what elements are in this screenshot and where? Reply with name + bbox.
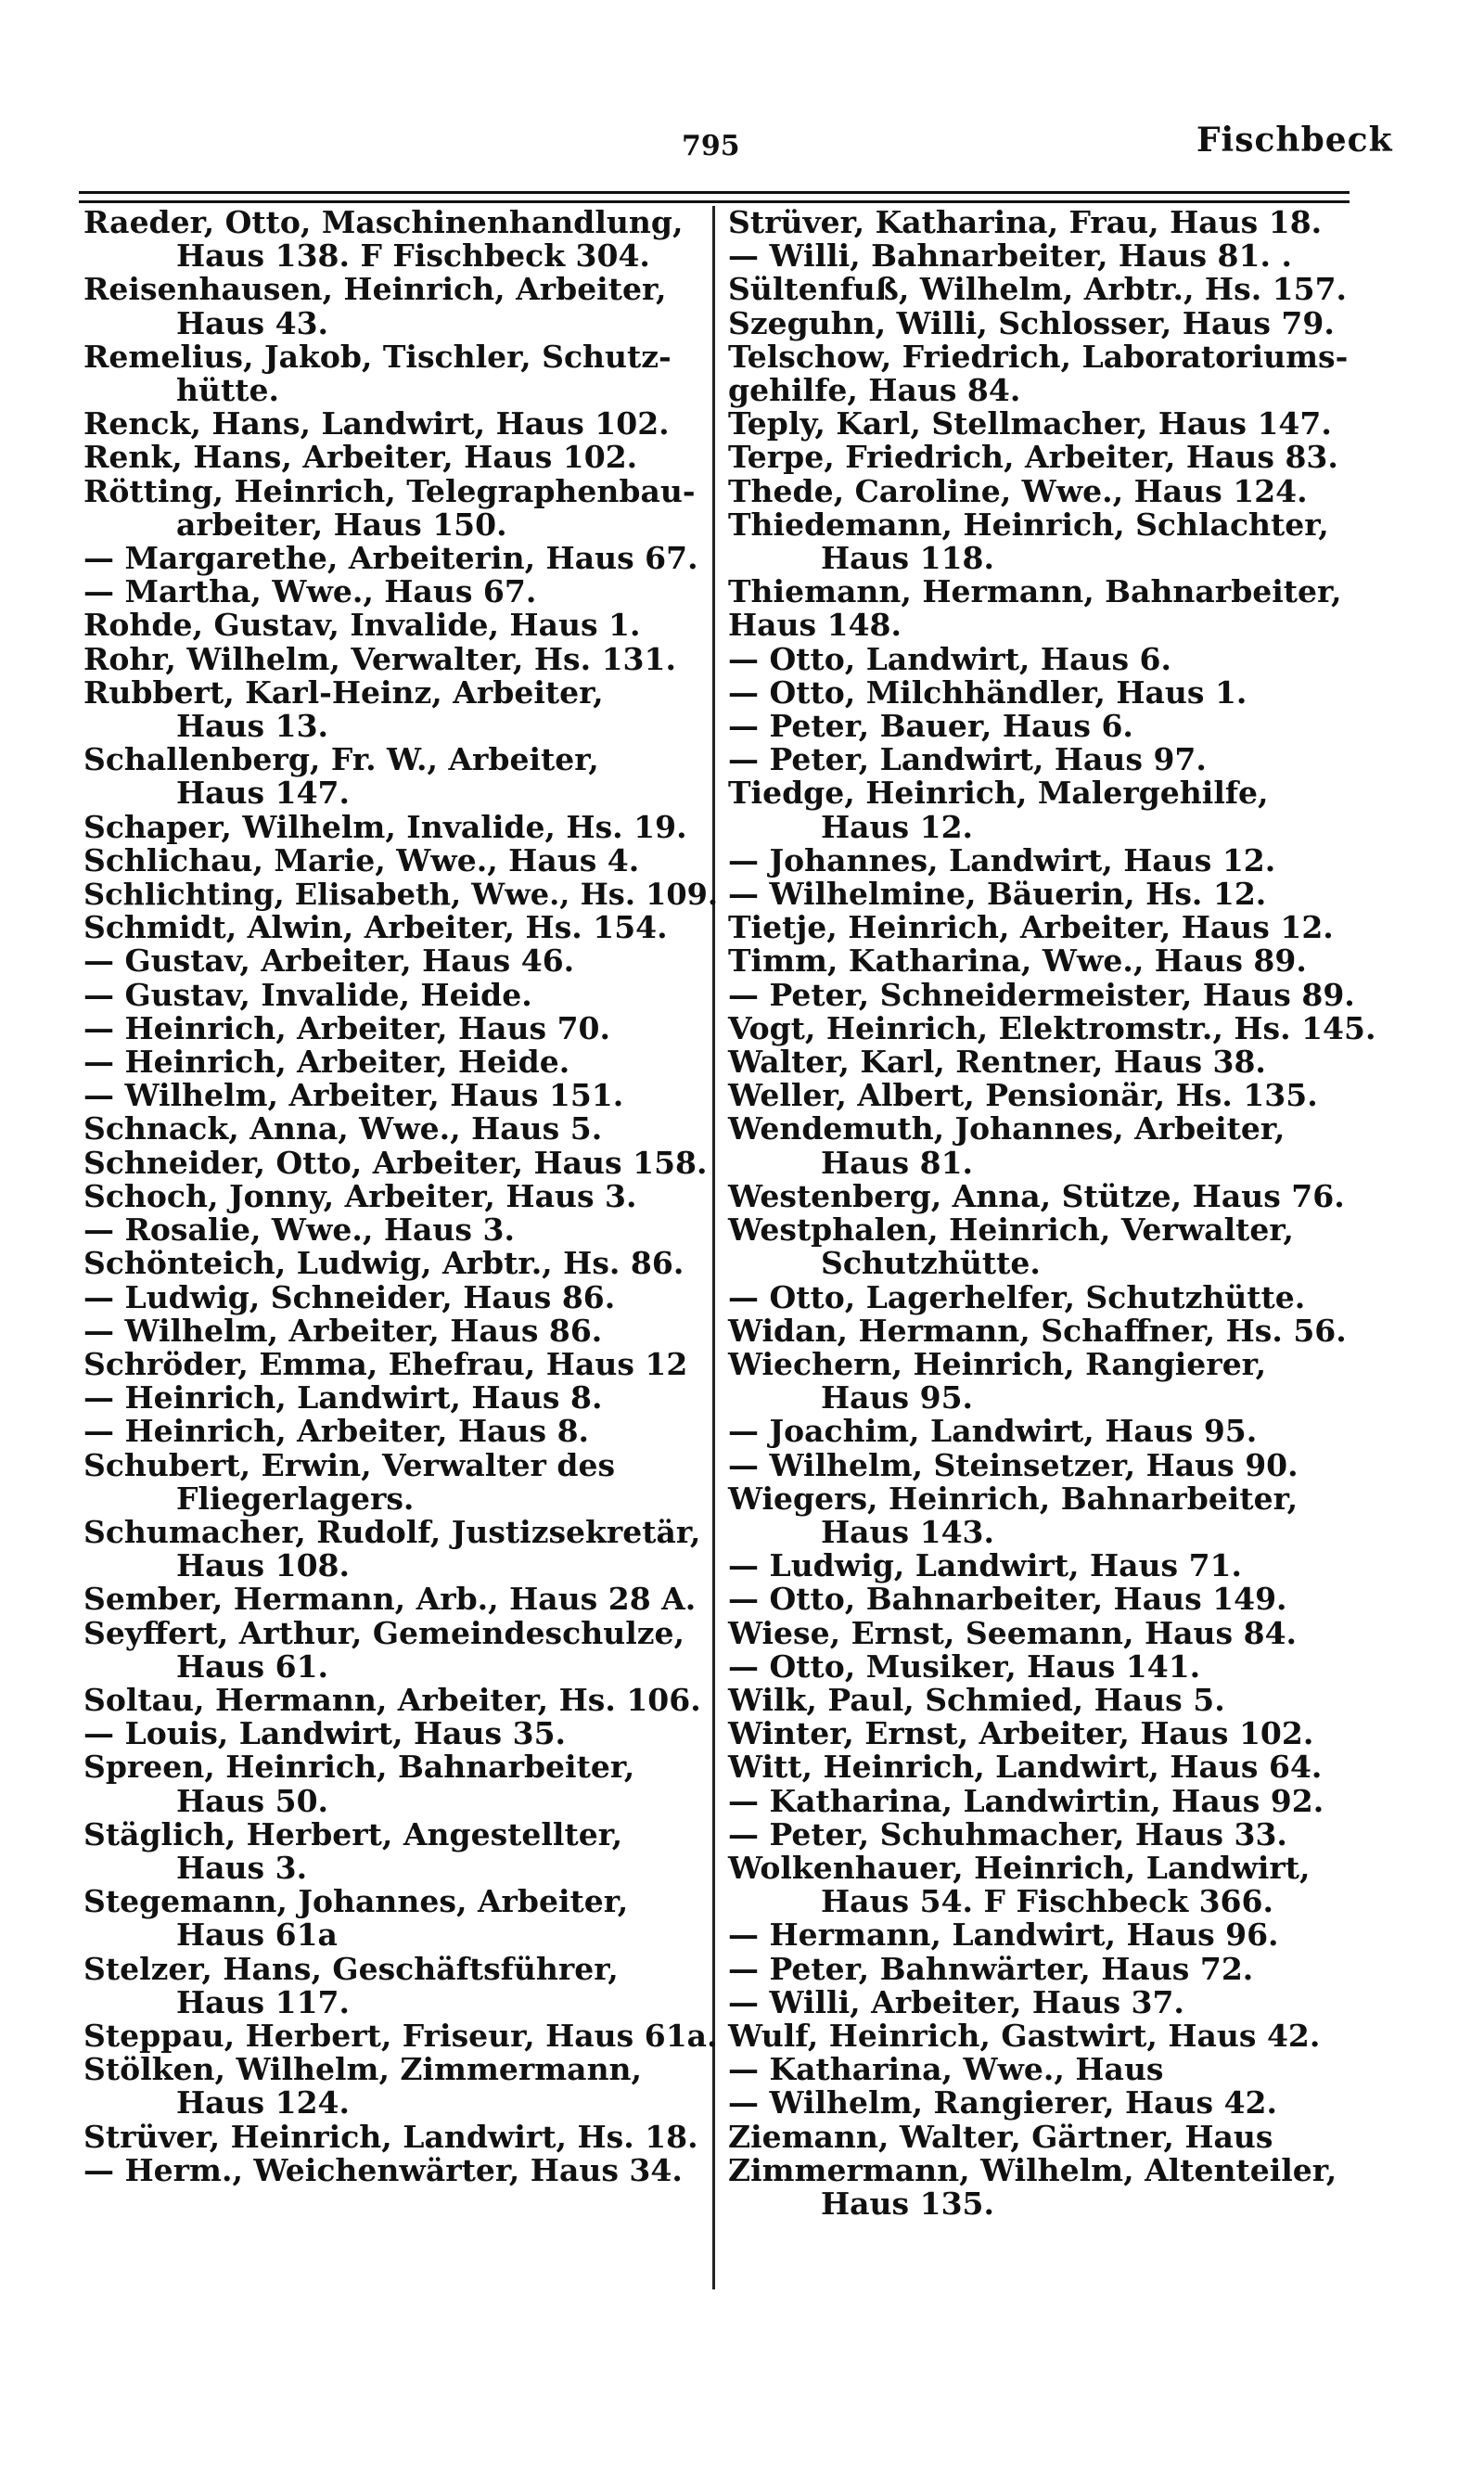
left-column: [83, 206, 723, 2187]
directory-entry-line: — Peter, Bauer, Haus 6.: [728, 708, 1133, 745]
directory-entry-line: Zimmermann, Wilhelm, Altenteiler,: [728, 2151, 1337, 2188]
header-rule-top: [79, 191, 1350, 194]
directory-entry-line: — Wilhelm, Rangierer, Haus 42.: [728, 2084, 1278, 2121]
directory-entry-line: — Margarethe, Arbeiterin, Haus 67.: [83, 540, 698, 577]
directory-entry-line: — Gustav, Arbeiter, Haus 46.: [83, 942, 575, 980]
directory-entry-line: arbeiter, Haus 150.: [176, 506, 507, 543]
directory-entry-line: — Peter, Schuhmacher, Haus 33.: [728, 1815, 1287, 1852]
directory-entry-line: Walter, Karl, Rentner, Haus 38.: [728, 1044, 1266, 1081]
directory-entry-line: — Gustav, Invalide, Heide.: [83, 976, 532, 1013]
directory-entry-line: — Wilhelm, Arbeiter, Haus 151.: [83, 1077, 624, 1114]
directory-entry-line: Haus 3.: [176, 1849, 308, 1886]
directory-entry-line: gehilfe, Haus 84.: [728, 372, 1021, 409]
directory-entry-line: Schutzhütte.: [821, 1245, 1041, 1282]
directory-entry-line: Reisenhausen, Heinrich, Arbeiter,: [83, 271, 667, 308]
directory-entry-line: — Louis, Landwirt, Haus 35.: [83, 1715, 567, 1752]
directory-entry-line: Stäglich, Herbert, Angestellter,: [83, 1815, 623, 1852]
directory-entry-line: — Wilhelmine, Bäuerin, Hs. 12.: [728, 876, 1267, 913]
directory-entry-line: Haus 61a: [176, 1916, 338, 1954]
directory-entry-line: — Herm., Weichenwärter, Haus 34.: [83, 2151, 683, 2188]
directory-entry-line: Haus 135.: [821, 2185, 994, 2222]
directory-entry-line: Wulf, Heinrich, Gastwirt, Haus 42.: [728, 2017, 1321, 2054]
directory-entry-line: Schröder, Emma, Ehefrau, Haus 12: [83, 1345, 688, 1382]
directory-entry-line: Haus 143.: [821, 1513, 994, 1550]
directory-entry-line: Rötting, Heinrich, Telegraphenbau-: [83, 472, 696, 509]
directory-entry-line: Haus 138. F Fischbeck 304.: [176, 237, 650, 275]
directory-entry-line: Haus 147.: [176, 775, 350, 812]
directory-entry-line: Rohr, Wilhelm, Verwalter, Hs. 131.: [83, 640, 676, 677]
directory-entry-line: Winter, Ernst, Arbeiter, Haus 102.: [728, 1715, 1314, 1752]
directory-entry-line: — Rosalie, Wwe., Haus 3.: [83, 1211, 515, 1249]
right-column: [728, 206, 1414, 2221]
directory-entry-line: — Otto, Landwirt, Haus 6.: [728, 640, 1171, 677]
directory-entry-line: Stelzer, Hans, Geschäftsführer,: [83, 1950, 619, 1987]
directory-entry-line: Strüver, Heinrich, Landwirt, Hs. 18.: [83, 2118, 698, 2155]
directory-entry-line: Haus 13.: [176, 708, 329, 745]
directory-entry-line: — Heinrich, Landwirt, Haus 8.: [83, 1379, 603, 1416]
directory-entry-line: Schönteich, Ludwig, Arbtr., Hs. 86.: [83, 1245, 684, 1282]
directory-entry-line: — Wilhelm, Arbeiter, Haus 86.: [83, 1312, 603, 1349]
directory-entry-line: Szeguhn, Willi, Schlosser, Haus 79.: [728, 304, 1335, 341]
directory-entry-line: Wendemuth, Johannes, Arbeiter,: [728, 1110, 1286, 1147]
directory-entry-line: Stegemann, Johannes, Arbeiter,: [83, 1883, 629, 1920]
directory-entry-line: Renk, Hans, Arbeiter, Haus 102.: [83, 439, 638, 476]
directory-entry-line: Haus 124.: [176, 2084, 350, 2121]
directory-entry-line: — Otto, Bahnarbeiter, Haus 149.: [728, 1581, 1287, 1618]
directory-entry-line: Haus 43.: [176, 304, 329, 341]
directory-entry-line: — Katharina, Landwirtin, Haus 92.: [728, 1782, 1324, 1819]
page-number: 795: [682, 130, 740, 162]
directory-entry-line: Strüver, Katharina, Frau, Haus 18.: [728, 204, 1323, 240]
directory-entry-line: Weller, Albert, Pensionär, Hs. 135.: [728, 1077, 1318, 1114]
directory-entry-line: — Peter, Landwirt, Haus 97.: [728, 741, 1207, 778]
directory-entry-line: Thede, Caroline, Wwe., Haus 124.: [728, 472, 1308, 509]
directory-entry-line: Haus 54. F Fischbeck 366.: [821, 1883, 1273, 1920]
directory-entry-line: Haus 108.: [176, 1547, 350, 1584]
directory-entry-line: hütte.: [176, 372, 279, 409]
directory-entry-line: Thiemann, Hermann, Bahnarbeiter,: [728, 573, 1342, 610]
directory-entry-line: Haus 95.: [821, 1379, 974, 1416]
directory-entry-line: Schlichting, Elisabeth, Wwe., Hs. 109.: [83, 877, 719, 913]
directory-entry-line: Teply, Karl, Stellmacher, Haus 147.: [728, 405, 1332, 442]
directory-entry-line: Schubert, Erwin, Verwalter des: [83, 1446, 616, 1483]
directory-entry-line: Haus 117.: [176, 1983, 350, 2020]
directory-entry-line: — Martha, Wwe., Haus 67.: [83, 573, 537, 610]
directory-entry-line: Steppau, Herbert, Friseur, Haus 61a.: [83, 2017, 718, 2054]
directory-entry-line: — Heinrich, Arbeiter, Haus 8.: [83, 1413, 590, 1450]
directory-entry-line: Wolkenhauer, Heinrich, Landwirt,: [728, 1849, 1311, 1886]
directory-entry-line: Remelius, Jakob, Tischler, Schutz-: [83, 338, 672, 375]
header-rule-bottom: [79, 200, 1350, 203]
directory-entry-line: — Johannes, Landwirt, Haus 12.: [728, 841, 1276, 878]
directory-entry-line: Schaper, Wilhelm, Invalide, Hs. 19.: [83, 808, 687, 845]
directory-entry-line: Wiegers, Heinrich, Bahnarbeiter,: [728, 1480, 1298, 1517]
directory-entry-line: — Otto, Lagerhelfer, Schutzhütte.: [728, 1278, 1306, 1315]
directory-entry-line: Schmidt, Alwin, Arbeiter, Hs. 154.: [83, 909, 668, 946]
directory-entry-line: Schallenberg, Fr. W., Arbeiter,: [83, 741, 599, 778]
directory-entry-line: Haus 61.: [176, 1647, 329, 1685]
directory-entry-line: Schlichau, Marie, Wwe., Haus 4.: [83, 841, 640, 878]
directory-entry-line: Haus 12.: [821, 808, 974, 845]
directory-entry-line: Schoch, Jonny, Arbeiter, Haus 3.: [83, 1177, 637, 1214]
directory-entry-line: Haus 118.: [821, 540, 994, 577]
directory-entry-line: Wiese, Ernst, Seemann, Haus 84.: [728, 1614, 1298, 1651]
directory-entry-line: — Ludwig, Landwirt, Haus 71.: [728, 1547, 1242, 1584]
directory-entry-line: Tietje, Heinrich, Arbeiter, Haus 12.: [728, 909, 1334, 946]
directory-entry-line: — Heinrich, Arbeiter, Heide.: [83, 1044, 570, 1081]
directory-entry-line: — Willi, Arbeiter, Haus 37.: [728, 1983, 1184, 2020]
directory-entry-line: Haus 50.: [176, 1782, 329, 1819]
directory-entry-line: Renck, Hans, Landwirt, Haus 102.: [83, 405, 670, 442]
directory-entry-line: Sültenfuß, Wilhelm, Arbtr., Hs. 157.: [728, 271, 1348, 308]
directory-entry-line: Haus 148.: [728, 607, 902, 644]
directory-entry-line: — Heinrich, Arbeiter, Haus 70.: [83, 1009, 611, 1046]
directory-entry-line: Timm, Katharina, Wwe., Haus 89.: [728, 942, 1307, 980]
directory-entry-line: — Otto, Milchhändler, Haus 1.: [728, 673, 1247, 711]
page-place-heading: Fischbeck: [1196, 121, 1393, 160]
directory-entry-line: Westphalen, Heinrich, Verwalter,: [728, 1211, 1294, 1249]
directory-entry-line: Telschow, Friedrich, Laboratoriums-: [728, 338, 1349, 375]
directory-entry-line: — Katharina, Wwe., Haus: [728, 2051, 1164, 2088]
directory-entry-line: Westenberg, Anna, Stütze, Haus 76.: [728, 1177, 1345, 1214]
directory-entry-line: Vogt, Heinrich, Elektromstr., Hs. 145.: [728, 1009, 1376, 1046]
directory-entry-line: Schnack, Anna, Wwe., Haus 5.: [83, 1110, 603, 1147]
directory-entry-line: Haus 81.: [821, 1144, 974, 1181]
directory-entry-line: Terpe, Friedrich, Arbeiter, Haus 83.: [728, 439, 1338, 476]
directory-entry-line: Schneider, Otto, Arbeiter, Haus 158.: [83, 1144, 708, 1181]
directory-entry-line: — Joachim, Landwirt, Haus 95.: [728, 1413, 1258, 1450]
directory-entry-line: Tiedge, Heinrich, Malergehilfe,: [728, 775, 1269, 812]
directory-entry-line: — Peter, Bahnwärter, Haus 72.: [728, 1950, 1254, 1987]
directory-entry-line: Thiedemann, Heinrich, Schlachter,: [728, 506, 1329, 543]
directory-entry-line: Rubbert, Karl-Heinz, Arbeiter,: [83, 673, 604, 711]
directory-entry-line: Seyffert, Arthur, Gemeindeschulze,: [83, 1614, 684, 1651]
directory-entry-line: Fliegerlagers.: [176, 1480, 415, 1517]
directory-entry-line: Schumacher, Rudolf, Justizsekretär,: [83, 1513, 701, 1550]
directory-entry-line: Spreen, Heinrich, Bahnarbeiter,: [83, 1749, 635, 1786]
directory-entry-line: Ziemann, Walter, Gärtner, Haus: [728, 2118, 1273, 2155]
directory-entry-line: — Otto, Musiker, Haus 141.: [728, 1647, 1201, 1685]
directory-entry-line: Wiechern, Heinrich, Rangierer,: [728, 1345, 1267, 1382]
directory-entry-line: — Ludwig, Schneider, Haus 86.: [83, 1278, 616, 1315]
directory-entry-line: Soltau, Hermann, Arbeiter, Hs. 106.: [83, 1681, 701, 1718]
directory-entry-line: Raeder, Otto, Maschinenhandlung,: [83, 204, 684, 240]
directory-entry-line: — Wilhelm, Steinsetzer, Haus 90.: [728, 1446, 1298, 1483]
directory-entry-line: — Peter, Schneidermeister, Haus 89.: [728, 976, 1355, 1013]
directory-entry-line: Wilk, Paul, Schmied, Haus 5.: [728, 1681, 1225, 1718]
directory-entry-line: Rohde, Gustav, Invalide, Haus 1.: [83, 607, 641, 644]
directory-entry-line: Widan, Hermann, Schaffner, Hs. 56.: [728, 1312, 1347, 1349]
directory-entry-line: — Willi, Bahnarbeiter, Haus 81. .: [728, 237, 1292, 275]
directory-entry-line: Sember, Hermann, Arb., Haus 28 A.: [83, 1581, 697, 1618]
directory-entry-line: Witt, Heinrich, Landwirt, Haus 64.: [728, 1749, 1323, 1786]
directory-entry-line: — Hermann, Landwirt, Haus 96.: [728, 1916, 1279, 1954]
directory-entry-line: Stölken, Wilhelm, Zimmermann,: [83, 2051, 643, 2088]
